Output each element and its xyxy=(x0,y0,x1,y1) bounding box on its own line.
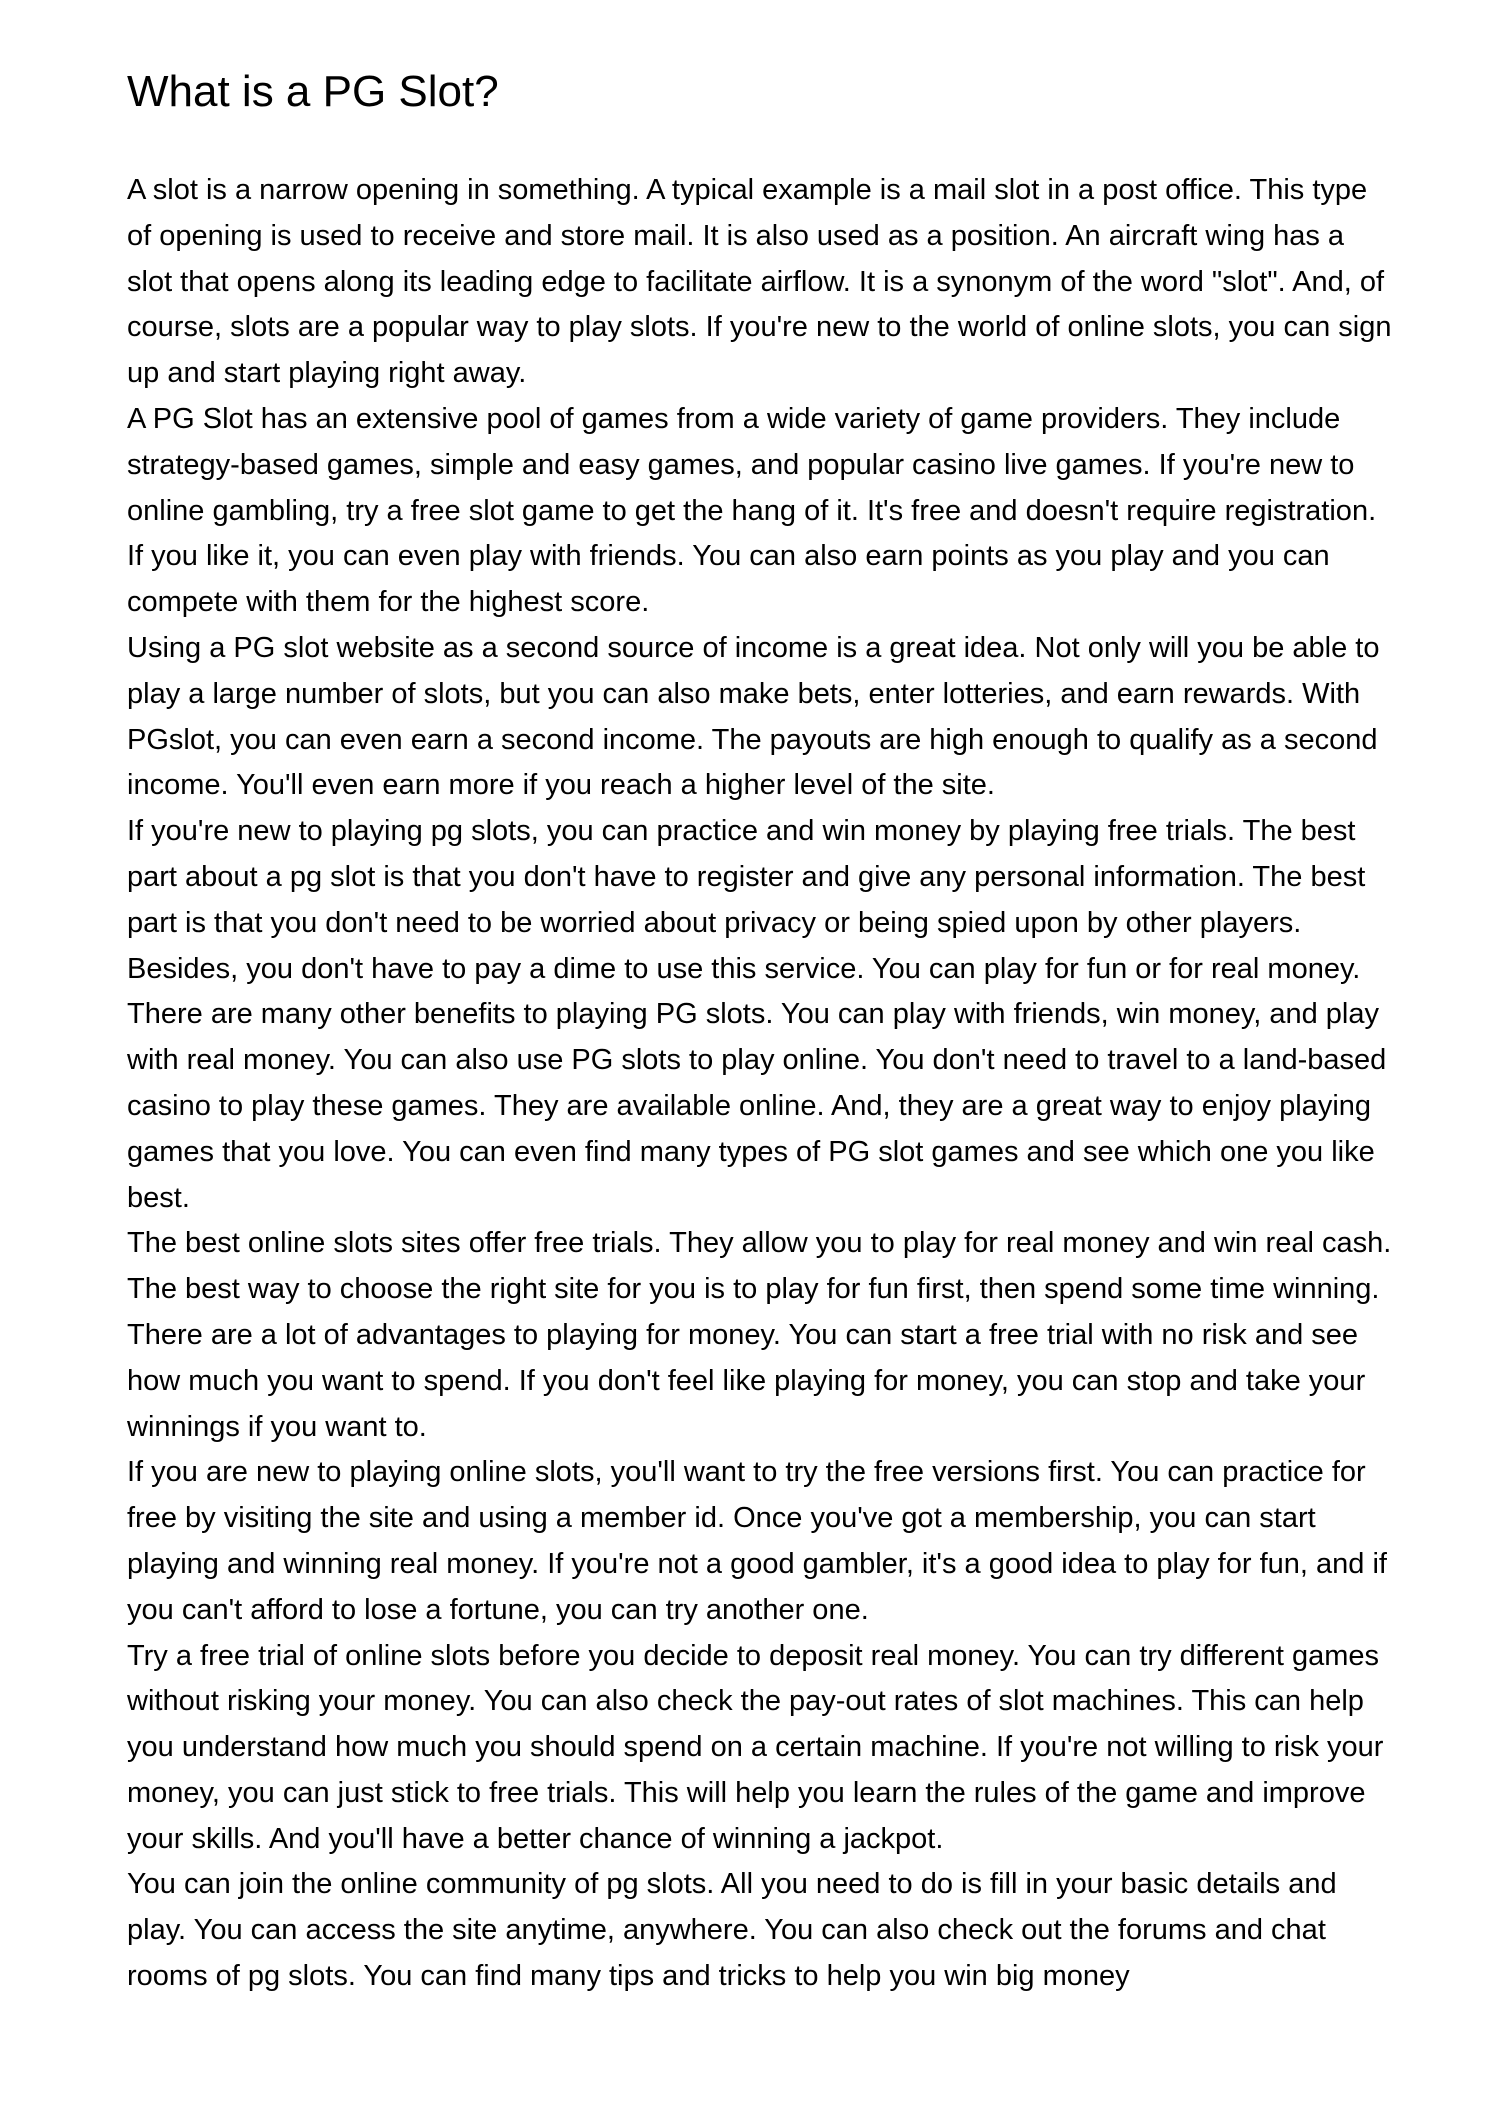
paragraph: A slot is a narrow opening in something. A typical example is a mail slot in a post office. This type of opening is used to receive and store mail. It is also used as a position. An aircraft wing has a slot that opens along its leading edge to facilitate airflow. It is a synonym of the word "slot". And, of course, slots are a popular way to play slots. If you're new to the world of online slots, you can sign up and start playing right away. xyxy=(127,174,1392,390)
paragraph: Using a PG slot website as a second source of income is a great idea. Not only will you be able to play a large number of slots, but you can also make bets, enter lotteries, and earn rewards. With PGslot, you can even earn a second income. The payouts are high enough to qualify as a second income. You'll even earn more if you reach a higher level of the site. xyxy=(127,631,1380,802)
paragraph: You can join the online community of pg slots. All you need to do is fill in your basic details and play. You can access the site anytime, anywhere. You can also check out the forums and chat rooms of pg slots. You can find many tips and tricks to help you win big money xyxy=(127,1868,1337,1993)
document-body xyxy=(127,168,1397,2000)
page-title: What is a PG Slot? xyxy=(127,67,499,116)
paragraph: There are many other benefits to playing PG slots. You can play with friends, win money, and play with real money. You can also use PG slots to play online. You don't need to travel to a land-based casino to play these games. They are available online. And, they are a great way to enjoy playing games that you love. You can even find many types of PG slot games and see which one you like best. xyxy=(127,998,1387,1214)
paragraph: Try a free trial of online slots before you decide to deposit real money. You can try different games without risking your money. You can also check the pay-out rates of slot machines. This can help you understand how much you should spend on a certain machine. If you're not willing to risk your money, you can just stick to free trials. This will help you learn the rules of the game and improve your skills. And you'll have a better chance of winning a jackpot. xyxy=(127,1639,1384,1855)
paragraph: A PG Slot has an extensive pool of games from a wide variety of game providers. They include strategy-based games, simple and easy games, and popular casino live games. If you're new to online gambling, try a free slot game to get the hang of it. It's free and doesn't require registration. If you like it, you can even play with friends. You can also earn points as you play and you can compete with them for the highest score. xyxy=(127,402,1377,619)
paragraph: If you're new to playing pg slots, you can practice and win money by playing free trials. The best part about a pg slot is that you don't have to register and give any personal information. The best part is that you don't need to be worried about privacy or being spied upon by other players. Besides, you don't have to pay a dime to use this service. You can play for fun or for real money. xyxy=(127,815,1366,985)
paragraph: If you are new to playing online slots, you'll want to try the free versions first. You can practice for free by visiting the site and using a member id. Once you've got a membership, you can start playing and winning real money. If you're not a good gambler, it's a good idea to play for fun, and if you can't afford to lose a fortune, you can try another one. xyxy=(127,1456,1387,1626)
document-page xyxy=(127,62,1397,1993)
paragraph: The best online slots sites offer free trials. They allow you to play for real money and win real cash. The best way to choose the right site for you is to play for fun first, then spend some time winning. There are a lot of advantages to playing for money. You can start a free trial with no risk and see how much you want to spend. If you don't feel like playing for money, you can stop and take your winnings if you want to. xyxy=(127,1227,1392,1443)
